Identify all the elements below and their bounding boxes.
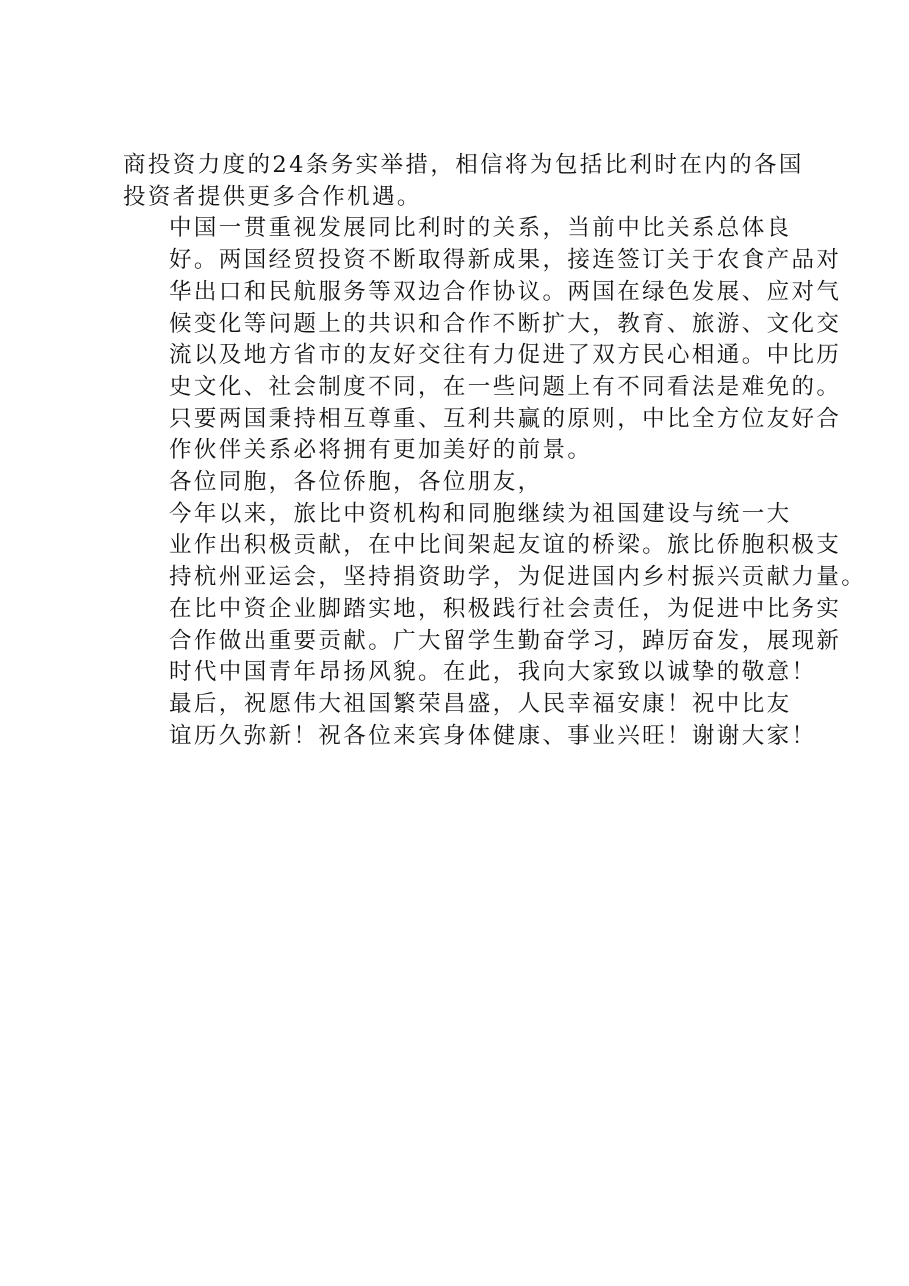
paragraph-investment-measures xyxy=(123,150,803,213)
text-line: 投资者提供更多合作机遇。 xyxy=(123,183,422,210)
text-line: 谊历久弥新！祝各位来宾身体健康、事业兴旺！谢谢大家！ xyxy=(169,722,817,749)
text-line: 合作做出重要贡献。广大留学生勤奋学习，踔厉奋发，展现新 xyxy=(169,627,842,654)
paragraph-closing-wishes xyxy=(123,689,817,752)
text-line: 在比中资企业脚踏实地，积极践行社会责任，为促进中比务实 xyxy=(169,595,842,622)
paragraph-community-contributions xyxy=(123,499,867,689)
text-line: 持杭州亚运会，坚持捐资助学，为促进国内乡村振兴贡献力量。 xyxy=(169,564,867,591)
paragraph-china-belgium-relations xyxy=(123,213,842,467)
text-line: 今年以来，旅比中资机构和同胞继续为祖国建设与统一大 xyxy=(169,500,792,527)
text-line: 好。两国经贸投资不断取得新成果，接连签订关于农食产品对 xyxy=(169,247,842,274)
text-line: 史文化、社会制度不同，在一些问题上有不同看法是难免的。 xyxy=(169,373,842,400)
text-line: 商投资力度的24条务实举措，相信将为包括比利时在内的各国 xyxy=(123,152,804,178)
text-line: 华出口和民航服务等双边合作协议。两国在绿色发展、应对气 xyxy=(169,278,842,305)
text-line: 只要两国秉持相互尊重、互利共赢的原则，中比全方位友好合 xyxy=(169,405,842,432)
text-line: 业作出积极贡献，在中比间架起友谊的桥梁。旅比侨胞积极支 xyxy=(169,532,842,559)
text-line: 各位同胞，各位侨胞，各位朋友， xyxy=(169,469,543,496)
paragraph-greeting xyxy=(123,467,803,499)
text-line: 作伙伴关系必将拥有更加美好的前景。 xyxy=(169,437,593,464)
text-line: 中国一贯重视发展同比利时的关系，当前中比关系总体良 xyxy=(169,215,792,242)
speech-text-body xyxy=(123,150,867,752)
text-line: 候变化等问题上的共识和合作不断扩大，教育、旅游、文化交 xyxy=(169,310,842,337)
text-line: 流以及地方省市的友好交往有力促进了双方民心相通。中比历 xyxy=(169,342,842,369)
text-line: 最后，祝愿伟大祖国繁荣昌盛，人民幸福安康！祝中比友 xyxy=(169,690,792,717)
text-line: 时代中国青年昂扬风貌。在此，我向大家致以诚挚的敬意！ xyxy=(169,659,817,686)
